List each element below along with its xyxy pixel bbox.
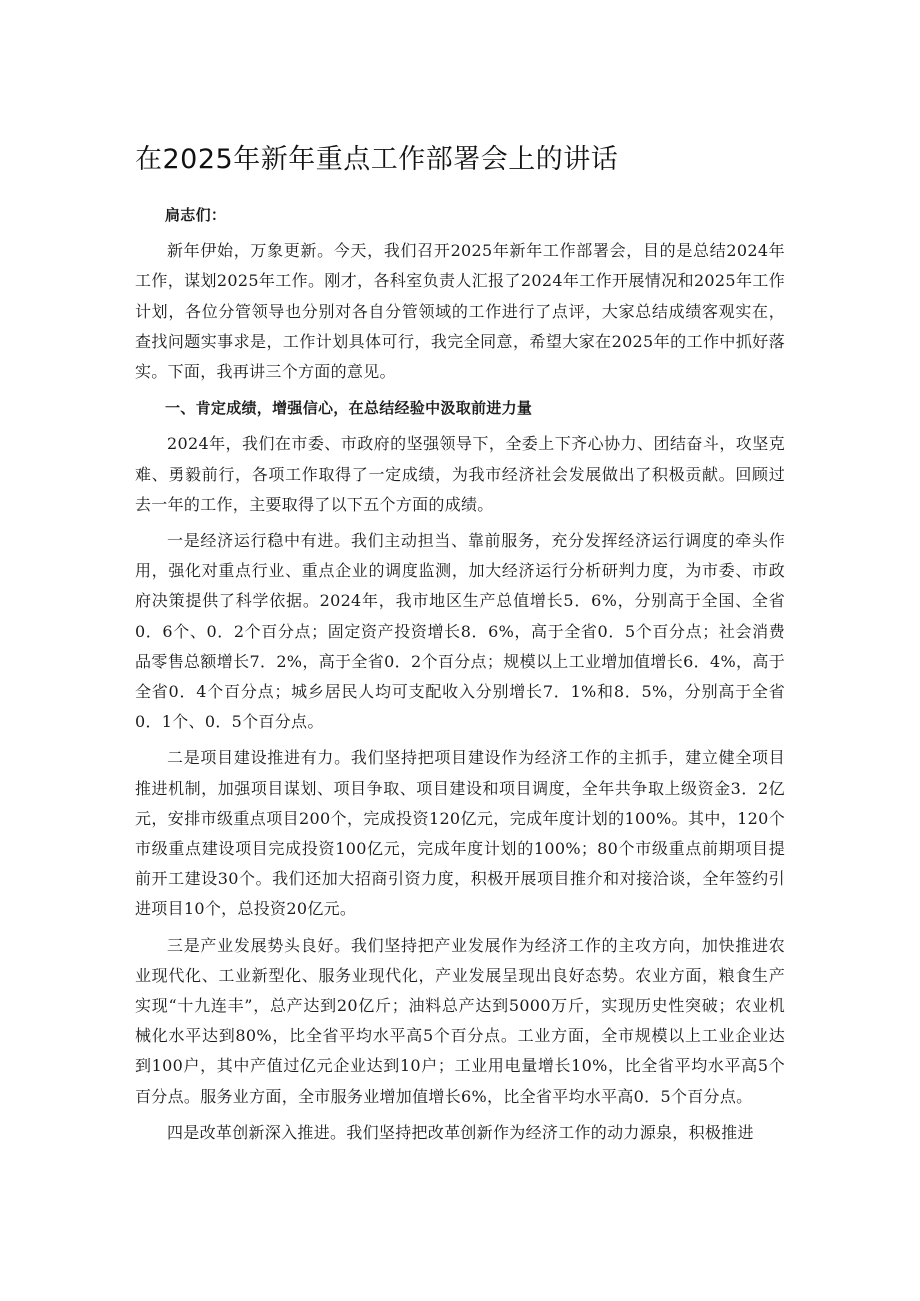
section-heading: 一、肯定成绩，增强信心，在总结经验中汲取前进力量 [165,399,533,418]
section-paragraph-projects: 二是项目建设推进有力。我们坚持把项目建设作为经济工作的主抓手，建立健全项目推进机制，加强项目谋划、项目争取、项目建设和项目调度，全年共争取上级资金3．2亿元，安排市级重点项目200个，完成投资120亿元，完成年度计划的100%。其中，120个市级重点建设项目完成投资100亿元，完成年度计划的100%；80个市级重点前期项目提前开工建设30个。我们还加大招商引资力度，积极开展项目推介和对接洽谈，全年签约引进项目10个，总投资20亿元。 [135,748,785,919]
section-paragraph-economy: 一是经济运行稳中有进。我们主动担当、靠前服务，充分发挥经济运行调度的牵头作用，强化对重点行业、重点企业的调度监测，加大经济运行分析研判力度，为市委、市政府决策提供了科学依据。2024年，我市地区生产总值增长5．6%，分别高于全国、全省0．6个、0．2个百分点；固定资产投资增长8．6%，高于全省0．5个百分点；社会消费品零售总额增长7．2%，高于全省0．2个百分点；规模以上工业增加值增长6．4%，高于全省0．4个百分点；城乡居民人均可支配收入分别增长7．1%和8．5%，分别高于全省0．1个、0．5个百分点。 [135,531,785,732]
document-body [135,200,785,1154]
section-paragraph-overview: 2024年，我们在市委、市政府的坚强领导下，全委上下齐心协力、团结奋斗，攻坚克难、勇毅前行，各项工作取得了一定成绩，为我市经济社会发展做出了积极贡献。回顾过去一年的工作，主要取得了以下五个方面的成绩。 [135,434,785,514]
section-paragraph-industry: 三是产业发展势头良好。我们坚持把产业发展作为经济工作的主攻方向，加快推进农业现代化、工业新型化、服务业现代化，产业发展呈现出良好态势。农业方面，粮食生产实现“十九连丰”，总产达到20亿斤；油料总产达到5000万斤，实现历史性突破；农业机械化水平达到80%，比全省平均水平高5个百分点。工业方面，全市规模以上工业企业达到100户，其中产值过亿元企业达到10户；工业用电量增长10%，比全省平均水平高5个百分点。服务业方面，全市服务业增加值增长6%，比全省平均水平高0．5个百分点。 [135,935,785,1106]
intro-paragraph: 新年伊始，万象更新。今天，我们召开2025年新年工作部署会，目的是总结2024年工作，谋划2025年工作。刚才，各科室负责人汇报了2024年工作开展情况和2025年工作计划，各位分管领导也分别对各自分管领域的工作进行了点评，大家总结成绩客观实在，查找问题实事求是，工作计划具体可行，我完全同意，希望大家在2025年的工作中抓好落实。下面，我再讲三个方面的意见。 [135,241,785,382]
section-paragraph-reform: 四是改革创新深入推进。我们坚持把改革创新作为经济工作的动力源泉，积极推进 [167,1122,754,1142]
salutation: 扃志们： [165,206,227,224]
document-title: 在2025年新年重点工作部署会上的讲话 [135,144,619,175]
